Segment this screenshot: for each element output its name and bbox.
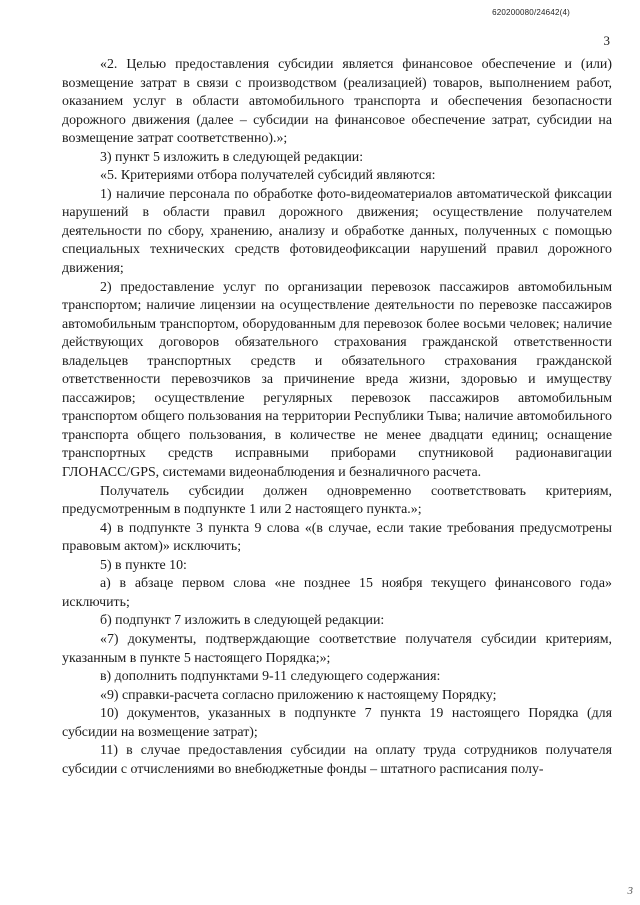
paragraph-subitem-10: 10) документов, указанных в подпункте 7 пункта 19 настоящего Порядка (для субсидии на возмещение затрат); bbox=[62, 706, 612, 740]
paragraph-item-5: 5) в пункте 10: bbox=[100, 557, 187, 573]
paragraph-item-5b: б) подпункт 7 изложить в следующей редакции: bbox=[100, 613, 385, 629]
paragraph-criterion-2: 2) предоставление услуг по организации перевозок пассажиров автомобильным транспортом; наличие лицензии на осуществление деятельности по перевозке пассажиров автомобильным транспортом, оборудованным для перевозок более восьми человек; наличие действующих договоров обязательного страхования гражданской ответственности владельцев транспортных средств и обязательного страхования гражданской ответственности перевозчиков за причинение вреда жизни, здоровью и имуществу пассажиров; осуществление регулярных перевозок пассажиров автомобильным транспортом общего пользования на территории Республики Тыва; наличие автомобильного транспорта общего пользования, в количестве не менее двадцати единиц; оснащение транспортных средств исправными приборами спутниковой радионавигации ГЛОНАСС/GPS, системами видеонаблюдения и безналичного расчета. bbox=[62, 279, 612, 481]
paragraph-criterion-1: 1) наличие персонала по обработке фото-видеоматериалов автоматической фиксации нарушений в области правил дорожного движения; осуществление получателем деятельности по сбору, хранению, анализу и обработке данных, полученных с помощью специальных технических средств фотовидеофиксации нарушений правил дорожного движения; bbox=[62, 186, 612, 277]
paragraph-subitem-9: «9) справки-расчета согласно приложению к настоящему Порядку; bbox=[100, 687, 497, 703]
page-number: 3 bbox=[603, 33, 610, 48]
paragraph-item-5a: а) в абзаце первом слова «не позднее 15 ноября текущего финансового года» исключить; bbox=[62, 576, 612, 610]
paragraph-recipient-requirement: Получатель субсидии должен одновременно соответствовать критериям, предусмотренным в подпункте 1 или 2 настоящего пункта.»; bbox=[62, 483, 612, 518]
paragraph-item-5v: в) дополнить подпунктами 9-11 следующего содержания: bbox=[100, 669, 441, 685]
corner-page-mark: 3 bbox=[627, 885, 633, 897]
document-code: 620200080/24642(4) bbox=[492, 8, 570, 17]
document-body bbox=[62, 56, 612, 779]
paragraph-subitem-11: 11) в случае предоставления субсидии на оплату труда сотрудников получателя субсидии с отчислениями во внебюджетные фонды – штатного расписания полу- bbox=[62, 743, 612, 777]
paragraph-item-4: 4) в подпункте 3 пункта 9 слова «(в случае, если такие требования предусмотрены правовым актом)» исключить; bbox=[62, 520, 612, 555]
paragraph-item-3: 3) пункт 5 изложить в следующей редакции: bbox=[100, 149, 364, 165]
paragraph-subsidy-purpose: «2. Целью предоставления субсидии является финансовое обеспечение и (или) возмещение затрат в связи с производством (реализацией) товаров, выполнением работ, оказанием услуг в области автомобильного транспорта и обеспечения безопасности дорожного движения (далее – субсидии на финансовое обеспечение затрат, субсидии на возмещение затрат соответственно).»; bbox=[62, 57, 612, 147]
paragraph-subitem-7: «7) документы, подтверждающие соответствие получателя субсидии критериям, указанным в пункте 5 настоящего Порядка;»; bbox=[62, 631, 612, 666]
paragraph-criteria-heading: «5. Критериями отбора получателей субсидий являются: bbox=[100, 168, 436, 184]
